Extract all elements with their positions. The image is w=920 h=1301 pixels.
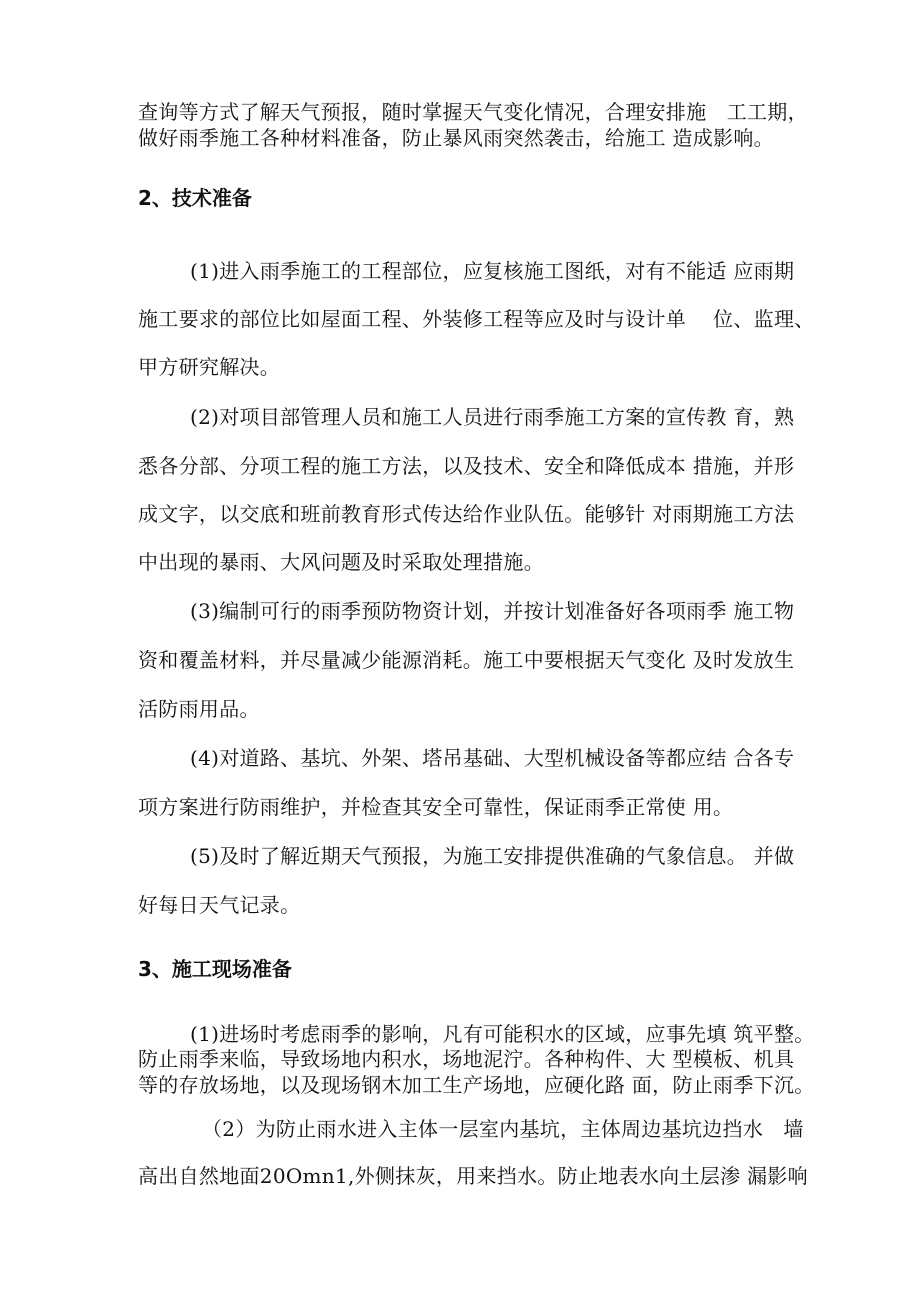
s3-item1-line2: 防止雨季来临，导致场地内积水，场地泥泞。各种构件、大 型模板、机具 [138, 1047, 795, 1071]
s3-item2-line1: （2）为防止雨水进入主体一层室内基坑，主体周边基坑边挡水 墙 [202, 1117, 804, 1141]
s2-item4-line2: 项方案进行防雨维护，并检查其安全可靠性，保证雨季正常使 用。 [138, 795, 734, 819]
s3-item2-line2: 高出自然地面20Omn1,外侧抹灰，用来挡水。防止地表水向土层渗 漏影响 [138, 1164, 808, 1188]
s3-item1-line3: 等的存放场地，以及现场钢木加工生产场地，应硬化路 面，防止雨季下沉。 [138, 1073, 815, 1097]
intro-line-1: 查询等方式了解天气预报，随时掌握天气变化情况，合理安排施 工工期， [138, 100, 808, 124]
s2-item3-line3: 活防雨用品。 [138, 697, 260, 721]
s2-item3-line1: (3)编制可行的雨季预防物资计划，并按计划准备好各项雨季 施工物 [190, 599, 795, 623]
section-2-heading: 2、技术准备 [138, 186, 252, 210]
s2-item2-line3: 成文字，以交底和班前教育形式传达给作业队伍。能够针 对雨期施工方法 [138, 502, 795, 526]
s2-item1-line3: 甲方研究解决。 [138, 355, 281, 379]
intro-line-2: 做好雨季施工各种材料准备，防止暴风雨突然袭击，给施工 造成影响。 [138, 126, 774, 150]
s2-item5-line1: (5)及时了解近期天气预报，为施工安排提供准确的气象信息。 并做 [190, 844, 795, 868]
s3-item1-line1: (1)进场时考虑雨季的影响，凡有可能积水的区域，应事先填 筑平整。 [190, 1022, 815, 1046]
s2-item2-line1: (2)对项目部管理人员和施工人员进行雨季施工方案的宣传教 育，熟 [190, 405, 795, 429]
s2-item2-line4: 中出现的暴雨、大风问题及时采取处理措施。 [138, 550, 544, 574]
s2-item3-line2: 资和覆盖材料，并尽量减少能源消耗。施工中要根据天气变化 及时发放生 [138, 648, 795, 672]
s2-item5-line2: 好每日天气记录。 [138, 893, 301, 917]
s2-item1-line1: (1)进入雨季施工的工程部位，应复核施工图纸，对有不能适 应雨期 [190, 259, 795, 283]
s2-item1-line2: 施工要求的部位比如屋面工程、外装修工程等应及时与设计单 位、监理、 [138, 307, 815, 331]
s2-item4-line1: (4)对道路、基坑、外架、塔吊基础、大型机械设备等都应结 合各专 [190, 746, 795, 770]
section-3-heading: 3、施工现场准备 [138, 957, 292, 981]
s2-item2-line2: 悉各分部、分项工程的施工方法，以及技术、安全和降低成本 措施，并形 [138, 454, 795, 478]
